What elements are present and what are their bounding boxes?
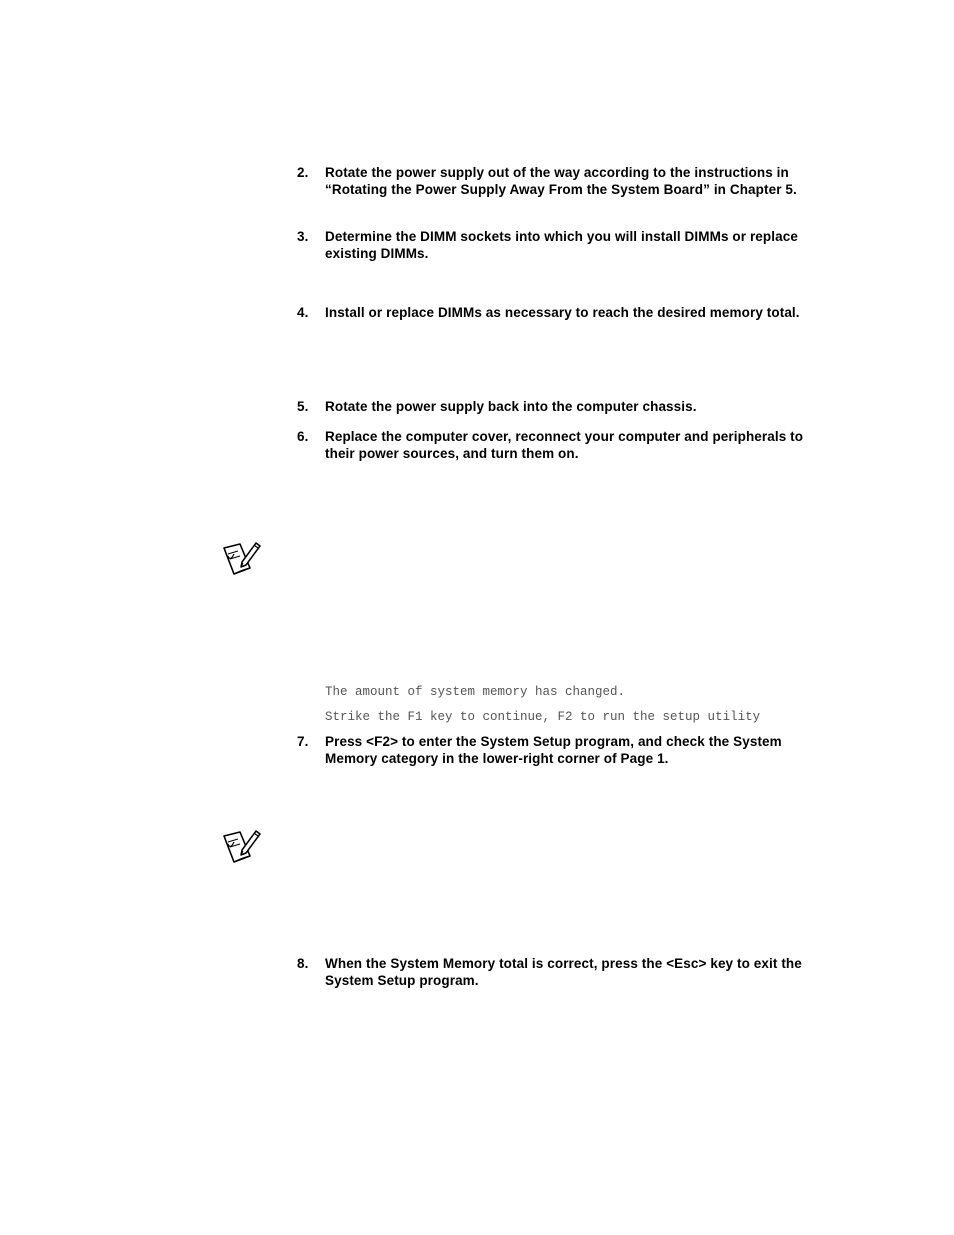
step-text: Determine the DIMM sockets into which you will install DIMMs or replace existing DIMMs. — [325, 229, 798, 261]
step-number: 2. — [297, 165, 309, 180]
step-text: Press <F2> to enter the System Setup program, and check the System Memory category in the lower-right corner of Page 1. — [325, 734, 782, 766]
screen-message-line-2: Strike the F1 key to continue, F2 to run the setup utility — [325, 710, 761, 724]
step-4 — [297, 304, 837, 321]
step-text: When the System Memory total is correct, press the <Esc> key to exit the System Setup program. — [325, 956, 802, 988]
step-text: Install or replace DIMMs as necessary to reach the desired memory total. — [325, 305, 800, 320]
note-icon — [220, 540, 264, 578]
step-text: Rotate the power supply out of the way according to the instructions in “Rotating the Power Supply Away From the System Board” in Chapter 5. — [325, 165, 797, 197]
note-icon — [220, 828, 264, 866]
screen-message-line-1: The amount of system memory has changed. — [325, 685, 626, 699]
step-number: 6. — [297, 429, 309, 444]
step-8 — [297, 955, 837, 989]
step-5 — [297, 398, 837, 415]
step-7 — [297, 733, 837, 767]
step-text: Replace the computer cover, reconnect your computer and peripherals to their power sources, and turn them on. — [325, 429, 804, 461]
step-2 — [297, 164, 837, 198]
step-number: 5. — [297, 399, 309, 414]
step-number: 7. — [297, 734, 309, 749]
step-6 — [297, 428, 837, 462]
step-number: 3. — [297, 229, 309, 244]
step-number: 8. — [297, 956, 309, 971]
step-number: 4. — [297, 305, 309, 320]
step-3 — [297, 228, 837, 262]
step-text: Rotate the power supply back into the computer chassis. — [325, 399, 697, 414]
